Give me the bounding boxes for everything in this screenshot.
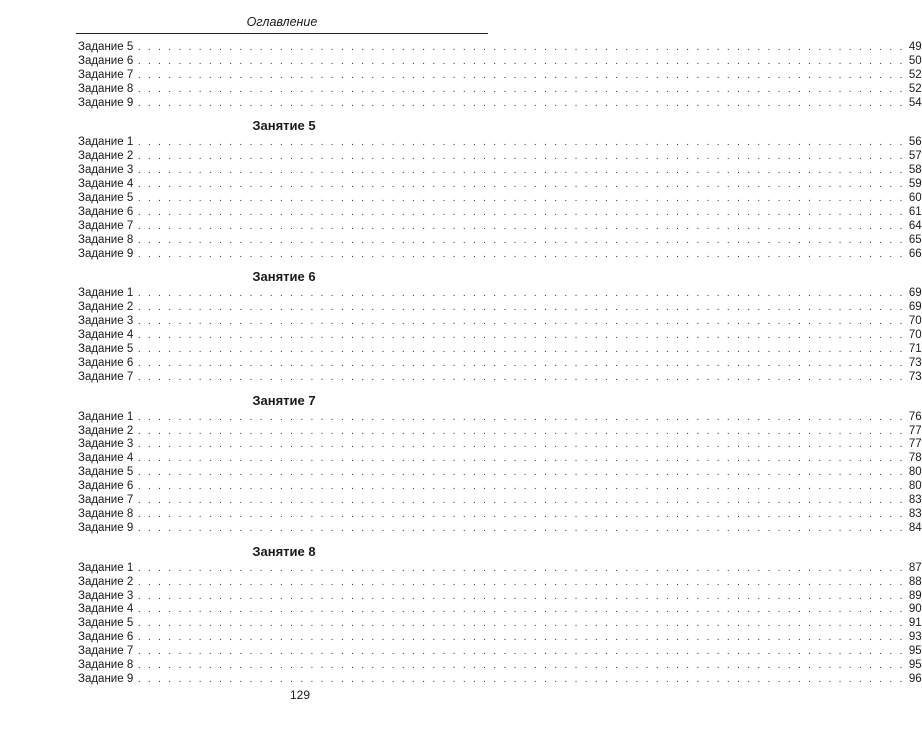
toc-entry: [78, 494, 922, 508]
toc-entry-title: [78, 301, 135, 315]
toc-entry-title: [78, 83, 135, 97]
dot-leader: . . . . . . . . . . . . . . . . . . . . . . . . . . . . . . . . . . . . . . . . . . . . . . . . . . . . . . . . . . . . . . . . . . . . . . . . . . . .: [137, 495, 905, 507]
toc-entry-title: [78, 357, 135, 371]
toc-entry-number: 2: [126, 424, 134, 437]
toc-entry: [78, 466, 922, 480]
toc-entry-title: [78, 136, 135, 150]
toc-entry: [78, 410, 922, 425]
toc-entry-number: 6: [126, 205, 134, 218]
dot-leader: . . . . . . . . . . . . . . . . . . . . . . . . . . . . . . . . . . . . . . . . . . . . . . . . . . . . . . . . . . . . . . . . . . . . . . . . . . . .: [137, 357, 905, 369]
toc-entry-title: [78, 659, 135, 673]
toc-entry-label: Задание: [78, 136, 124, 149]
toc-entry-label: Задание: [78, 658, 124, 671]
toc-entry-number: 2: [126, 301, 134, 314]
toc-entry-title: [78, 178, 135, 192]
toc-entry-page: 59: [908, 178, 922, 191]
toc-entry-title: [78, 97, 135, 111]
page-number: 129: [289, 688, 311, 702]
toc-entry: [78, 136, 922, 150]
toc-entry-number: 5: [126, 617, 134, 630]
dot-leader: . . . . . . . . . . . . . . . . . . . . . . . . . . . . . . . . . . . . . . . . . . . . . . . . . . . . . . . . . . . . . . . . . . . . . . . . . . . .: [137, 604, 905, 616]
toc-entry-title: [78, 452, 135, 466]
toc-entry-title: [78, 590, 135, 604]
toc-entry-number: 7: [126, 370, 134, 383]
toc-entry: [78, 315, 922, 329]
toc-entry: [78, 658, 922, 673]
toc-entry-number: 8: [126, 233, 134, 246]
toc-entry-number: 9: [126, 96, 134, 109]
toc-entry-number: 3: [126, 438, 134, 451]
toc-entry-label: Задание: [78, 452, 124, 465]
toc-entry-label: Задание: [78, 480, 124, 493]
toc-entry-label: Задание: [78, 315, 124, 328]
toc-entry: [78, 631, 922, 645]
toc-entry-number: 6: [126, 356, 134, 369]
toc-entry-title: [78, 673, 135, 687]
dot-leader: . . . . . . . . . . . . . . . . . . . . . . . . . . . . . . . . . . . . . . . . . . . . . . . . . . . . . . . . . . . . . . . . . . . . . . . . . . . .: [137, 55, 905, 67]
dot-leader: . . . . . . . . . . . . . . . . . . . . . . . . . . . . . . . . . . . . . . . . . . . . . . . . . . . . . . . . . . . . . . . . . . . . . . . . . . . .: [137, 344, 905, 356]
toc-entry-page: 77: [908, 438, 922, 451]
toc-entry-label: Задание: [78, 233, 124, 246]
toc-entry-page: 95: [908, 658, 922, 671]
toc-entry-number: 9: [126, 521, 134, 534]
dot-leader: . . . . . . . . . . . . . . . . . . . . . . . . . . . . . . . . . . . . . . . . . . . . . . . . . . . . . . . . . . . . . . . . . . . . . . . . . . . .: [137, 97, 905, 109]
toc-entry-title: [78, 69, 135, 83]
toc-entry-number: 6: [126, 480, 134, 493]
toc-entry: [78, 356, 922, 371]
toc-entry: [78, 589, 922, 604]
dot-leader: . . . . . . . . . . . . . . . . . . . . . . . . . . . . . . . . . . . . . . . . . . . . . . . . . . . . . . . . . . . . . . . . . . . . . . . . . . . .: [137, 248, 905, 260]
dot-leader: . . . . . . . . . . . . . . . . . . . . . . . . . . . . . . . . . . . . . . . . . . . . . . . . . . . . . . . . . . . . . . . . . . . . . . . . . . . .: [137, 453, 905, 465]
toc-entry-page: 91: [908, 617, 922, 630]
toc-entry-page: 89: [908, 589, 922, 602]
toc-entry-title: [78, 645, 135, 659]
toc-entry-label: Задание: [78, 54, 124, 67]
toc-entry: [78, 41, 922, 55]
toc-entry-page: 87: [908, 561, 922, 574]
toc-entry-page: 96: [908, 672, 922, 685]
toc-entry-page: 52: [908, 68, 922, 81]
dot-leader: . . . . . . . . . . . . . . . . . . . . . . . . . . . . . . . . . . . . . . . . . . . . . . . . . . . . . . . . . . . . . . . . . . . . . . . . . . . .: [137, 165, 905, 177]
toc-entry-page: 80: [908, 466, 922, 479]
toc-entry-label: Задание: [78, 575, 124, 588]
dot-leader: . . . . . . . . . . . . . . . . . . . . . . . . . . . . . . . . . . . . . . . . . . . . . . . . . . . . . . . . . . . . . . . . . . . . . . . . . . . .: [137, 316, 905, 328]
section-heading: Занятие 8: [252, 543, 316, 559]
toc-entry-title: [78, 522, 135, 536]
toc-entry-title: [78, 164, 135, 178]
dot-leader: . . . . . . . . . . . . . . . . . . . . . . . . . . . . . . . . . . . . . . . . . . . . . . . . . . . . . . . . . . . . . . . . . . . . . . . . . . . .: [137, 576, 905, 588]
toc-entry-title: [78, 603, 135, 617]
toc-entry-page: 71: [908, 343, 922, 356]
dot-leader: . . . . . . . . . . . . . . . . . . . . . . . . . . . . . . . . . . . . . . . . . . . . . . . . . . . . . . . . . . . . . . . . . . . . . . . . . . . .: [137, 151, 905, 163]
section-heading: Занятие 7: [252, 392, 316, 408]
dot-leader: . . . . . . . . . . . . . . . . . . . . . . . . . . . . . . . . . . . . . . . . . . . . . . . . . . . . . . . . . . . . . . . . . . . . . . . . . . . .: [137, 234, 905, 246]
toc-entry-number: 7: [126, 645, 134, 658]
toc-entry-page: 77: [908, 424, 922, 437]
dot-leader: . . . . . . . . . . . . . . . . . . . . . . . . . . . . . . . . . . . . . . . . . . . . . . . . . . . . . . . . . . . . . . . . . . . . . . . . . . . .: [137, 137, 905, 149]
toc-entry-page: 90: [908, 603, 922, 616]
toc-entry: [78, 645, 922, 659]
section-heading: Занятие 6: [252, 269, 316, 285]
toc-entry-number: 1: [126, 287, 134, 300]
toc-entry-title: [78, 287, 135, 301]
toc-entry-title: [78, 315, 135, 329]
dot-leader: . . . . . . . . . . . . . . . . . . . . . . . . . . . . . . . . . . . . . . . . . . . . . . . . . . . . . . . . . . . . . . . . . . . . . . . . . . . .: [137, 206, 905, 218]
dot-leader: . . . . . . . . . . . . . . . . . . . . . . . . . . . . . . . . . . . . . . . . . . . . . . . . . . . . . . . . . . . . . . . . . . . . . . . . . . . .: [137, 632, 905, 644]
toc-entry-number: 8: [126, 658, 134, 671]
toc-entry-label: Задание: [78, 301, 124, 314]
toc-entry-title: [78, 466, 135, 480]
dot-leader: . . . . . . . . . . . . . . . . . . . . . . . . . . . . . . . . . . . . . . . . . . . . . . . . . . . . . . . . . . . . . . . . . . . . . . . . . . . .: [137, 467, 905, 479]
toc-entry-title: [78, 234, 135, 248]
toc-entry-label: Задание: [78, 603, 124, 616]
toc-entry-number: 4: [126, 329, 134, 342]
dot-leader: . . . . . . . . . . . . . . . . . . . . . . . . . . . . . . . . . . . . . . . . . . . . . . . . . . . . . . . . . . . . . . . . . . . . . . . . . . . .: [137, 411, 905, 423]
toc-entry-label: Задание: [78, 82, 124, 95]
toc-entry-label: Задание: [78, 192, 124, 205]
toc-entry-number: 5: [126, 343, 134, 356]
toc-entry-page: 83: [908, 507, 922, 520]
toc-entry: [78, 219, 922, 234]
toc-entry-title: [78, 480, 135, 494]
toc-entry: [78, 617, 922, 631]
toc-entry-label: Задание: [78, 287, 124, 300]
toc-entry-number: 9: [126, 672, 134, 685]
toc-entry-page: 70: [908, 315, 922, 328]
section-heading: Занятие 5: [252, 118, 316, 134]
toc-entry-title: [78, 631, 135, 645]
toc-entry: [78, 164, 922, 178]
toc-entry-title: [78, 248, 135, 262]
toc-entry-title: [78, 562, 135, 576]
toc-entry-number: 6: [126, 631, 134, 644]
toc-entry-number: 8: [126, 507, 134, 520]
toc-entry: [78, 301, 922, 315]
toc-entry-label: Задание: [78, 589, 124, 602]
toc-entry: [78, 192, 922, 206]
toc-entry-title: [78, 192, 135, 206]
toc-entry-label: Задание: [78, 343, 124, 356]
toc-entry-number: 3: [126, 589, 134, 602]
dot-leader: . . . . . . . . . . . . . . . . . . . . . . . . . . . . . . . . . . . . . . . . . . . . . . . . . . . . . . . . . . . . . . . . . . . . . . . . . . . .: [137, 330, 905, 342]
toc-entry: [78, 603, 922, 617]
dot-leader: . . . . . . . . . . . . . . . . . . . . . . . . . . . . . . . . . . . . . . . . . . . . . . . . . . . . . . . . . . . . . . . . . . . . . . . . . . . .: [137, 69, 905, 81]
toc-entry-label: Задание: [78, 247, 124, 260]
toc-entry-label: Задание: [78, 68, 124, 81]
toc-entry-title: [78, 206, 135, 220]
dot-leader: . . . . . . . . . . . . . . . . . . . . . . . . . . . . . . . . . . . . . . . . . . . . . . . . . . . . . . . . . . . . . . . . . . . . . . . . . . . .: [137, 179, 905, 191]
toc-entry-number: 1: [126, 561, 134, 574]
toc-entry: [78, 54, 922, 69]
toc-entry-page: 73: [908, 356, 922, 369]
toc-entry-title: [78, 438, 135, 452]
toc-entry-page: 60: [908, 192, 922, 205]
header-rule: [76, 33, 488, 34]
toc-entry-label: Задание: [78, 466, 124, 479]
toc-entry-page: 80: [908, 480, 922, 493]
toc-entry-label: Задание: [78, 507, 124, 520]
toc-entry-number: 5: [126, 192, 134, 205]
toc-entry-title: [78, 41, 135, 55]
toc-entry-label: Задание: [78, 617, 124, 630]
toc-entry: [78, 247, 922, 262]
toc-entry: [78, 521, 922, 536]
toc-entry: [78, 205, 922, 220]
dot-leader: . . . . . . . . . . . . . . . . . . . . . . . . . . . . . . . . . . . . . . . . . . . . . . . . . . . . . . . . . . . . . . . . . . . . . . . . . . . .: [137, 302, 905, 314]
toc-entry-label: Задание: [78, 494, 124, 507]
dot-leader: . . . . . . . . . . . . . . . . . . . . . . . . . . . . . . . . . . . . . . . . . . . . . . . . . . . . . . . . . . . . . . . . . . . . . . . . . . . .: [137, 659, 905, 671]
toc-entry-label: Задание: [78, 178, 124, 191]
toc-entry: [78, 329, 922, 343]
toc-entry-label: Задание: [78, 205, 124, 218]
toc-entry-label: Задание: [78, 150, 124, 163]
toc-entry-number: 6: [126, 54, 134, 67]
toc-entry-title: [78, 508, 135, 522]
toc-entry-title: [78, 371, 135, 385]
toc-entry-page: 57: [908, 150, 922, 163]
toc-entry-label: Задание: [78, 370, 124, 383]
toc-entry-label: Задание: [78, 672, 124, 685]
toc-entry-title: [78, 329, 135, 343]
toc-entry-number: 1: [126, 410, 134, 423]
dot-leader: . . . . . . . . . . . . . . . . . . . . . . . . . . . . . . . . . . . . . . . . . . . . . . . . . . . . . . . . . . . . . . . . . . . . . . . . . . . .: [137, 590, 905, 602]
toc-entry-page: 50: [908, 54, 922, 67]
dot-leader: . . . . . . . . . . . . . . . . . . . . . . . . . . . . . . . . . . . . . . . . . . . . . . . . . . . . . . . . . . . . . . . . . . . . . . . . . . . .: [137, 220, 905, 232]
toc-entry-number: 5: [126, 466, 134, 479]
toc-entry: [78, 178, 922, 192]
toc-entry-number: 3: [126, 315, 134, 328]
toc-entry-label: Задание: [78, 41, 124, 53]
toc-entry-page: 84: [908, 521, 922, 534]
toc-entry: [78, 233, 922, 248]
toc-entry-page: 78: [908, 452, 922, 465]
toc-entry-page: 73: [908, 370, 922, 383]
toc-entry-label: Задание: [78, 645, 124, 658]
dot-leader: . . . . . . . . . . . . . . . . . . . . . . . . . . . . . . . . . . . . . . . . . . . . . . . . . . . . . . . . . . . . . . . . . . . . . . . . . . . .: [137, 646, 905, 658]
toc-entry-page: 83: [908, 494, 922, 507]
running-head: Оглавление: [246, 15, 318, 29]
toc-entry-title: [78, 150, 135, 164]
toc-entry-number: 7: [126, 219, 134, 232]
toc-entry: [78, 507, 922, 522]
toc-entry-number: 2: [126, 150, 134, 163]
toc-entry-page: 54: [908, 96, 922, 109]
dot-leader: . . . . . . . . . . . . . . . . . . . . . . . . . . . . . . . . . . . . . . . . . . . . . . . . . . . . . . . . . . . . . . . . . . . . . . . . . . . .: [137, 288, 905, 300]
toc-entry: [78, 575, 922, 590]
dot-leader: . . . . . . . . . . . . . . . . . . . . . . . . . . . . . . . . . . . . . . . . . . . . . . . . . . . . . . . . . . . . . . . . . . . . . . . . . . . .: [137, 425, 905, 437]
toc-entry-page: 70: [908, 329, 922, 342]
toc-entry-label: Задание: [78, 329, 124, 342]
toc-entry-label: Задание: [78, 631, 124, 644]
toc-entry: [78, 452, 922, 466]
toc-entry-label: Задание: [78, 424, 124, 437]
dot-leader: . . . . . . . . . . . . . . . . . . . . . . . . . . . . . . . . . . . . . . . . . . . . . . . . . . . . . . . . . . . . . . . . . . . . . . . . . . . .: [137, 439, 905, 451]
toc-entry-label: Задание: [78, 521, 124, 534]
toc-entry-label: Задание: [78, 356, 124, 369]
dot-leader: . . . . . . . . . . . . . . . . . . . . . . . . . . . . . . . . . . . . . . . . . . . . . . . . . . . . . . . . . . . . . . . . . . . . . . . . . . . .: [137, 42, 905, 53]
toc-entry-label: Задание: [78, 164, 124, 177]
toc-entry-number: 8: [126, 82, 134, 95]
toc-entry-page: 58: [908, 164, 922, 177]
toc-entry-page: 69: [908, 287, 922, 300]
toc-entry-page: 88: [908, 575, 922, 588]
toc-entry-label: Задание: [78, 96, 124, 109]
toc-entry-page: 66: [908, 247, 922, 260]
toc-entry: [78, 68, 922, 83]
toc-entry-page: 49: [908, 41, 922, 53]
dot-leader: . . . . . . . . . . . . . . . . . . . . . . . . . . . . . . . . . . . . . . . . . . . . . . . . . . . . . . . . . . . . . . . . . . . . . . . . . . . .: [137, 371, 905, 383]
dot-leader: . . . . . . . . . . . . . . . . . . . . . . . . . . . . . . . . . . . . . . . . . . . . . . . . . . . . . . . . . . . . . . . . . . . . . . . . . . . .: [137, 522, 905, 534]
toc-entry: [78, 370, 922, 385]
toc-entry: [78, 424, 922, 439]
toc-entry-page: 69: [908, 301, 922, 314]
toc-entry-page: 64: [908, 219, 922, 232]
toc-entry-page: 52: [908, 82, 922, 95]
toc-entry: [78, 96, 922, 111]
toc-entry-label: Задание: [78, 438, 124, 451]
toc-entry: [78, 561, 922, 576]
toc-entry-title: [78, 411, 135, 425]
toc-entry: [78, 672, 922, 687]
toc-entry-page: 93: [908, 631, 922, 644]
toc-entry-number: 7: [126, 68, 134, 81]
toc-entry-label: Задание: [78, 561, 124, 574]
dot-leader: . . . . . . . . . . . . . . . . . . . . . . . . . . . . . . . . . . . . . . . . . . . . . . . . . . . . . . . . . . . . . . . . . . . . . . . . . . . .: [137, 562, 905, 574]
toc-entry: [78, 287, 922, 301]
toc-entry-number: 4: [126, 452, 134, 465]
toc-entry-title: [78, 220, 135, 234]
toc-entry-title: [78, 425, 135, 439]
toc-entry: [78, 150, 922, 164]
table-of-contents: [78, 41, 922, 687]
toc-entry-title: [78, 343, 135, 357]
toc-entry-page: 95: [908, 645, 922, 658]
toc-entry-label: Задание: [78, 219, 124, 232]
dot-leader: . . . . . . . . . . . . . . . . . . . . . . . . . . . . . . . . . . . . . . . . . . . . . . . . . . . . . . . . . . . . . . . . . . . . . . . . . . . .: [137, 673, 905, 685]
toc-entry-number: 4: [126, 603, 134, 616]
toc-entry-number: 9: [126, 247, 134, 260]
dot-leader: . . . . . . . . . . . . . . . . . . . . . . . . . . . . . . . . . . . . . . . . . . . . . . . . . . . . . . . . . . . . . . . . . . . . . . . . . . . .: [137, 508, 905, 520]
toc-entry-title: [78, 55, 135, 69]
toc-entry-page: 56: [908, 136, 922, 149]
dot-leader: . . . . . . . . . . . . . . . . . . . . . . . . . . . . . . . . . . . . . . . . . . . . . . . . . . . . . . . . . . . . . . . . . . . . . . . . . . . .: [137, 481, 905, 493]
toc-entry: [78, 343, 922, 357]
toc-entry: [78, 438, 922, 452]
toc-entry: [78, 82, 922, 97]
toc-entry-page: 76: [908, 410, 922, 423]
toc-entry-number: 2: [126, 575, 134, 588]
toc-entry-title: [78, 617, 135, 631]
toc-entry-page: 61: [908, 205, 922, 218]
toc-entry-number: 7: [126, 494, 134, 507]
toc-entry-title: [78, 494, 135, 508]
toc-entry-number: 3: [126, 164, 134, 177]
toc-entry-title: [78, 576, 135, 590]
toc-entry-number: 5: [126, 41, 134, 53]
dot-leader: . . . . . . . . . . . . . . . . . . . . . . . . . . . . . . . . . . . . . . . . . . . . . . . . . . . . . . . . . . . . . . . . . . . . . . . . . . . .: [137, 193, 905, 205]
toc-entry-label: Задание: [78, 410, 124, 423]
toc-entry-number: 1: [126, 136, 134, 149]
toc-entry-number: 4: [126, 178, 134, 191]
toc-entry-page: 65: [908, 233, 922, 246]
dot-leader: . . . . . . . . . . . . . . . . . . . . . . . . . . . . . . . . . . . . . . . . . . . . . . . . . . . . . . . . . . . . . . . . . . . . . . . . . . . .: [137, 618, 905, 630]
toc-entry: [78, 480, 922, 494]
dot-leader: . . . . . . . . . . . . . . . . . . . . . . . . . . . . . . . . . . . . . . . . . . . . . . . . . . . . . . . . . . . . . . . . . . . . . . . . . . . .: [137, 83, 905, 95]
